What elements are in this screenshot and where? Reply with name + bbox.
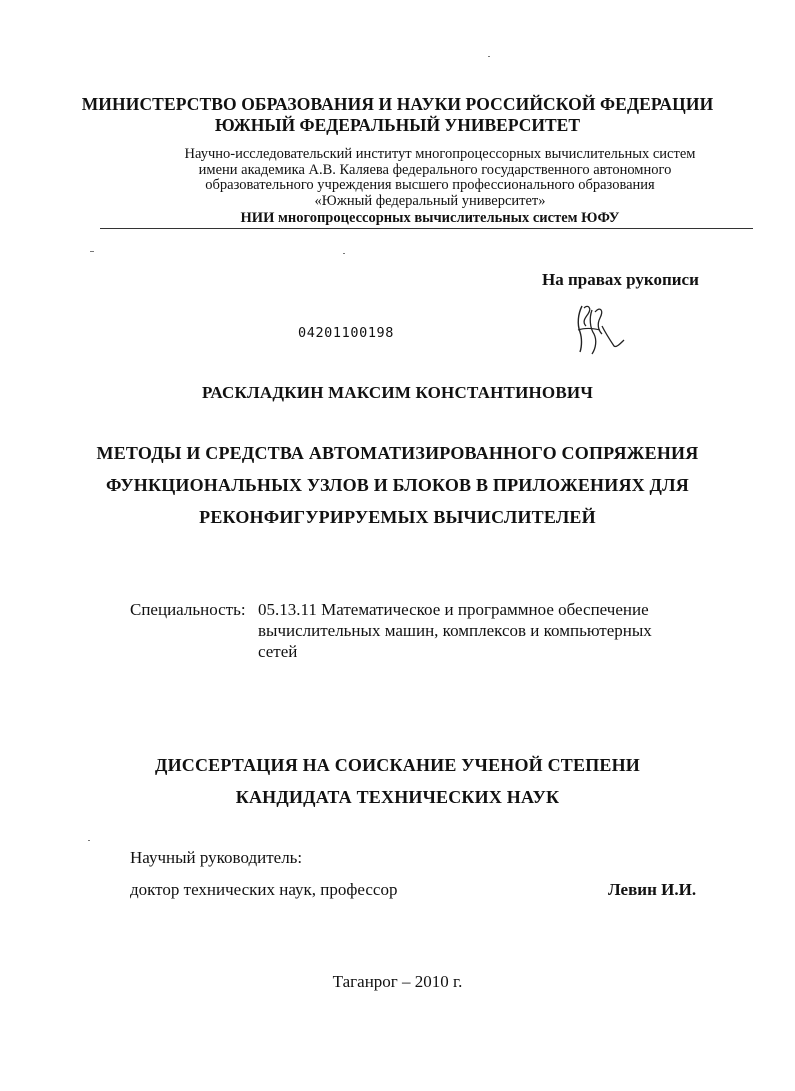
specialty-line-1: 05.13.11 Математическое и программное обеспечение bbox=[258, 600, 649, 619]
specialty-label: Специальность: bbox=[130, 600, 246, 619]
scan-speck bbox=[88, 840, 90, 841]
header-divider bbox=[100, 228, 753, 229]
city-year: Таганрог – 2010 г. bbox=[332, 972, 463, 991]
institute-line-4: «Южный федеральный университет» bbox=[314, 193, 546, 209]
university-heading: ЮЖНЫЙ ФЕДЕРАЛЬНЫЙ УНИВЕРСИТЕТ bbox=[214, 115, 581, 135]
specialty-line-3: сетей bbox=[258, 642, 298, 661]
dissertation-line-2: КАНДИДАТА ТЕХНИЧЕСКИХ НАУК bbox=[235, 787, 560, 807]
institute-line-1: Научно-исследовательский институт многопроцессорных вычислительных систем bbox=[184, 146, 696, 162]
title-line-2: ФУНКЦИОНАЛЬНЫХ УЗЛОВ И БЛОКОВ В ПРИЛОЖЕНИЯХ ДЛЯ bbox=[106, 475, 689, 495]
supervisor-name: Левин И.И. bbox=[608, 880, 697, 899]
specialty-line-2: вычислительных машин, комплексов и компьютерных bbox=[258, 621, 652, 640]
institute-short-name: НИИ многопроцессорных вычислительных систем ЮФУ bbox=[240, 210, 620, 226]
dissertation-line-1: ДИССЕРТАЦИЯ НА СОИСКАНИЕ УЧЕНОЙ СТЕПЕНИ bbox=[154, 755, 641, 775]
registration-number: 04201100198 bbox=[298, 325, 395, 341]
ministry-heading: МИНИСТЕРСТВО ОБРАЗОВАНИЯ И НАУКИ РОССИЙСКОЙ ФЕДЕРАЦИИ bbox=[81, 94, 714, 114]
scan-speck bbox=[90, 251, 94, 252]
institute-line-2: имени академика А.В. Каляева федерального государственного автономного bbox=[198, 162, 672, 178]
supervisor-label: Научный руководитель: bbox=[130, 848, 303, 867]
scan-speck bbox=[488, 56, 490, 57]
scan-speck bbox=[343, 253, 345, 254]
manuscript-rights-note: На правах рукописи bbox=[542, 270, 699, 289]
supervisor-degree: доктор технических наук, профессор bbox=[130, 880, 398, 899]
institute-line-3: образовательного учреждения высшего профессионального образования bbox=[205, 177, 655, 193]
author-name: РАСКЛАДКИН МАКСИМ КОНСТАНТИНОВИЧ bbox=[202, 383, 593, 402]
handwritten-signature bbox=[570, 300, 630, 358]
title-line-3: РЕКОНФИГУРИРУЕМЫХ ВЫЧИСЛИТЕЛЕЙ bbox=[199, 507, 596, 527]
title-line-1: МЕТОДЫ И СРЕДСТВА АВТОМАТИЗИРОВАННОГО СОПРЯЖЕНИЯ bbox=[96, 443, 699, 463]
